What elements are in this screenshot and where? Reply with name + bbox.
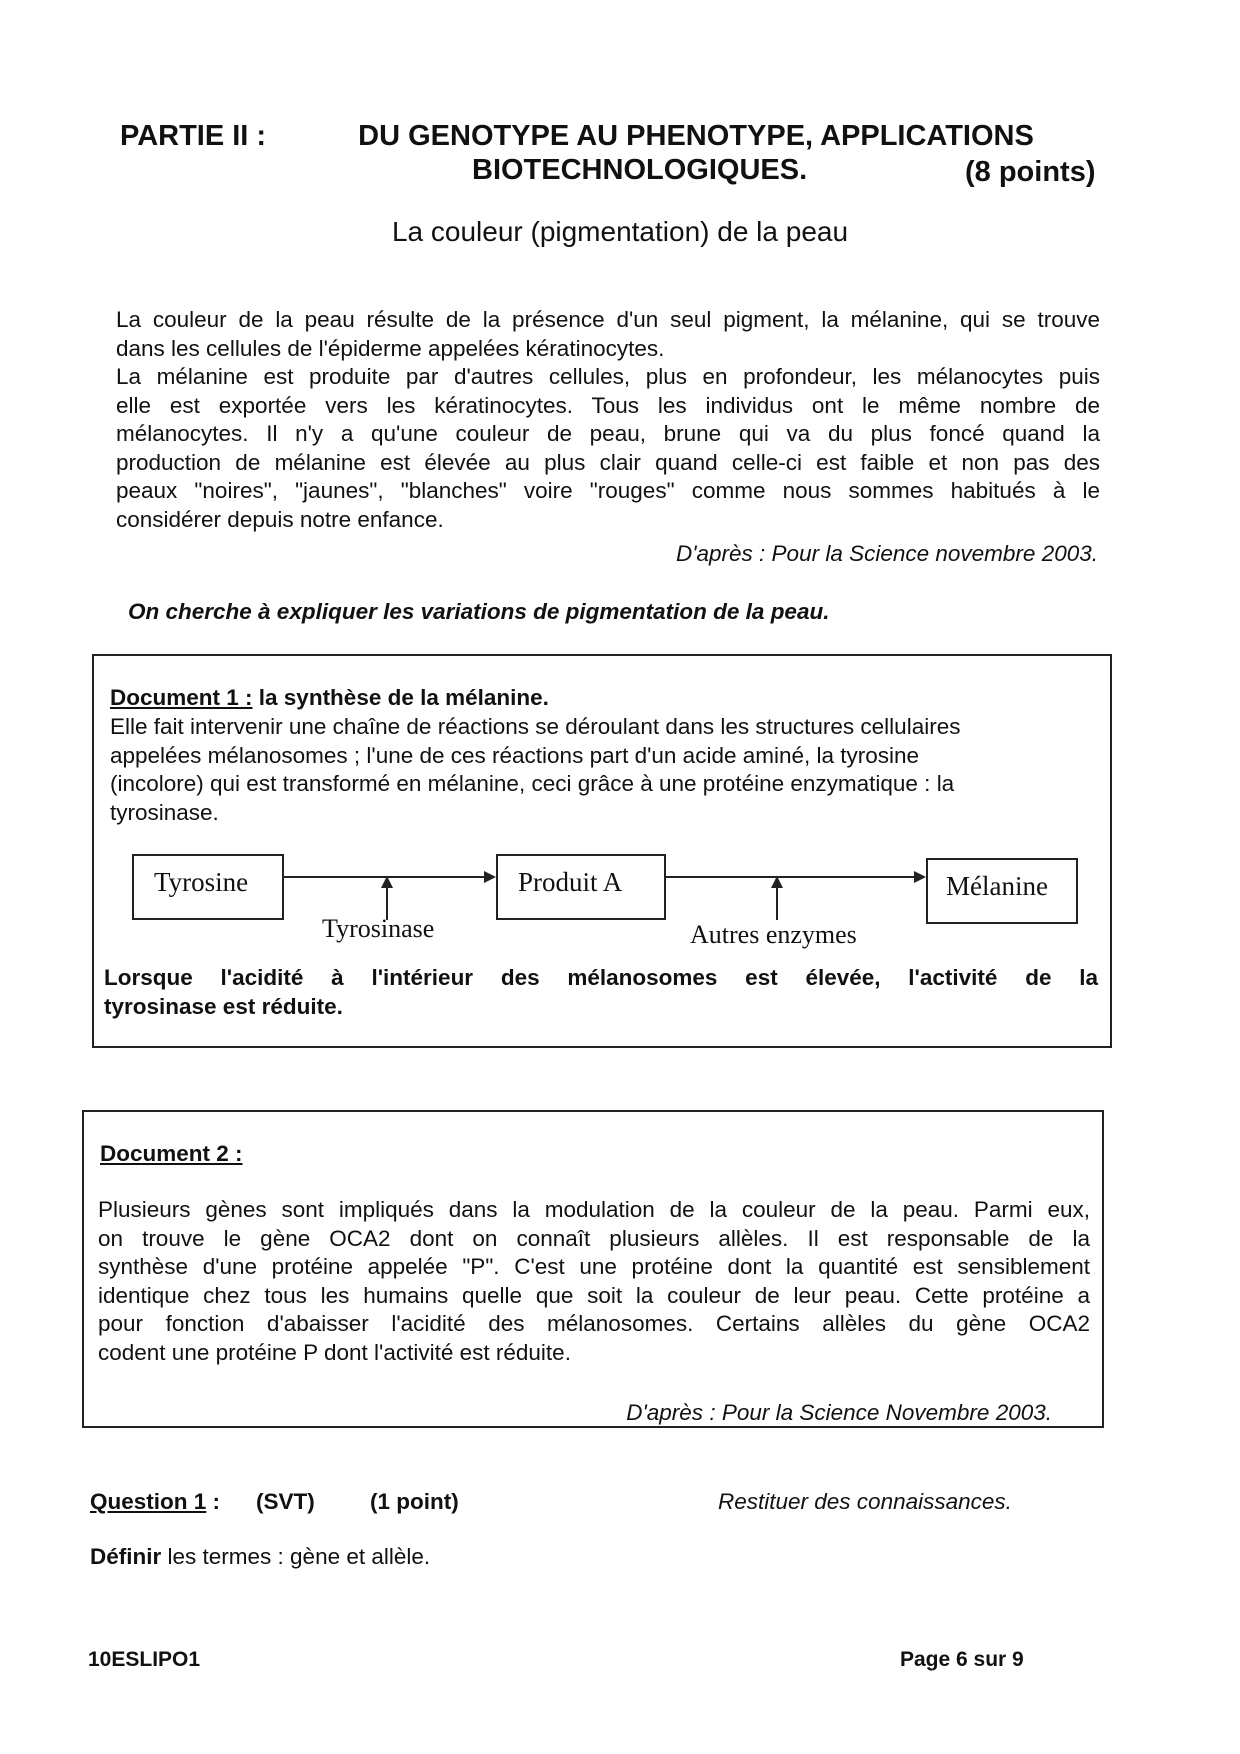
document2-line: pour fonction d'abaisser l'acidité des mélanosomes. Certains allèles du gène OCA2	[98, 1311, 1090, 1336]
intro-line: La couleur de la peau résulte de la présence d'un seul pigment, la mélanine, qui se trouve	[116, 307, 1100, 332]
diagram-box-tyrosine: Tyrosine	[132, 854, 284, 920]
part-points: (8 points)	[965, 156, 1096, 188]
question1-subject: (SVT)	[256, 1489, 315, 1514]
document2-line: codent une protéine P dont l'activité est réduite.	[98, 1339, 571, 1365]
document2-heading: Document 2 :	[100, 1141, 243, 1166]
question1-instruction-text: les termes : gène et allèle.	[161, 1544, 431, 1569]
footer-code: 10ESLIPO1	[88, 1648, 201, 1671]
arrowhead-right-icon	[484, 871, 496, 883]
intro-line: production de mélanine est élevée au plus clair quand celle-ci est faible et non pas des	[116, 449, 1100, 475]
document2-line: identique chez tous les humains quelle que soit la couleur de leur peau. Cette protéine a	[98, 1282, 1090, 1308]
document2-text	[98, 1196, 1090, 1367]
diagram-arrow-line	[666, 876, 914, 878]
intro-line: dans les cellules de l'épiderme appelées kératinocytes.	[116, 335, 665, 361]
document1-line: tyrosinase.	[110, 799, 219, 825]
document2-line: Plusieurs gènes sont impliqués dans la modulation de la couleur de la peau. Parmi eux,	[98, 1197, 1090, 1222]
footer-page-number: Page 6 sur 9	[900, 1648, 1024, 1671]
arrowhead-up-icon	[771, 876, 783, 888]
document1-heading-title: la synthèse de la mélanine.	[258, 685, 549, 710]
question1-verb: Définir	[90, 1544, 162, 1569]
document2-line: on trouve le gène OCA2 dont on connaît plusieurs allèles. Il est responsable de la	[98, 1225, 1090, 1251]
intro-line: La mélanine est produite par d'autres cellules, plus en profondeur, les mélanocytes puis	[116, 364, 1100, 389]
document1-conclusion	[104, 964, 1098, 1021]
document1-line: appelées mélanosomes ; l'une de ces réactions part d'un acide aminé, la tyrosine	[110, 742, 920, 768]
document1-heading-label: Document 1 :	[110, 685, 253, 710]
arrowhead-up-icon	[381, 876, 393, 888]
intro-line: elle est exportée vers les kératinocytes. Tous les individus ont le même nombre de	[116, 392, 1100, 418]
question1-colon: :	[206, 1489, 221, 1514]
question1-label: Question 1	[90, 1489, 207, 1514]
intro-source: D'après : Pour la Science novembre 2003.	[675, 541, 1098, 566]
part-title-line1: DU GENOTYPE AU PHENOTYPE, APPLICATIONS	[358, 120, 1034, 152]
diagram-box-produit-a: Produit A	[496, 854, 666, 920]
document2-line: synthèse d'une protéine appelée "P". C'est une protéine dont la quantité est sensiblement	[98, 1254, 1090, 1279]
document1-line: (incolore) qui est transformé en mélanine, ceci grâce à une protéine enzymatique : la	[110, 771, 955, 796]
page-subtitle: La couleur (pigmentation) de la peau	[391, 216, 849, 247]
document1-conclusion-line: tyrosinase est réduite.	[104, 993, 343, 1019]
intro-line: mélanocytes. Il n'y a qu'une couleur de peau, brune qui va du plus foncé quand la	[116, 421, 1100, 446]
question1-instruction	[90, 1543, 430, 1572]
document1-text	[110, 713, 1090, 827]
diagram-enzyme-autres: Autres enzymes	[690, 920, 857, 949]
document1-line: Elle fait intervenir une chaîne de réactions se déroulant dans les structures cellulaires	[110, 714, 961, 739]
intro-line: considérer depuis notre enfance.	[116, 506, 444, 532]
question1-points: (1 point)	[370, 1489, 459, 1514]
arrowhead-right-icon	[914, 871, 926, 883]
part-label: PARTIE II :	[120, 120, 267, 152]
question1-header	[90, 1488, 220, 1517]
diagram-box-melanine: Mélanine	[926, 858, 1078, 924]
intro-line: peaux "noires", "jaunes", "blanches" voire "rouges" comme nous sommes habitués à le	[116, 478, 1100, 503]
intro-paragraph	[116, 306, 1100, 534]
diagram-enzyme-line	[776, 886, 778, 920]
part-title-line2: BIOTECHNOLOGIQUES.	[472, 154, 808, 186]
question1-skill: Restituer des connaissances.	[718, 1489, 1012, 1514]
document1-conclusion-line: Lorsque l'acidité à l'intérieur des mélanosomes est élevée, l'activité de la	[104, 965, 1098, 990]
document1-heading	[110, 684, 549, 713]
problem-statement: On cherche à expliquer les variations de pigmentation de la peau.	[128, 599, 830, 624]
document2-source: D'après : Pour la Science Novembre 2003.	[626, 1400, 1052, 1425]
diagram-enzyme-tyrosinase: Tyrosinase	[322, 914, 435, 943]
